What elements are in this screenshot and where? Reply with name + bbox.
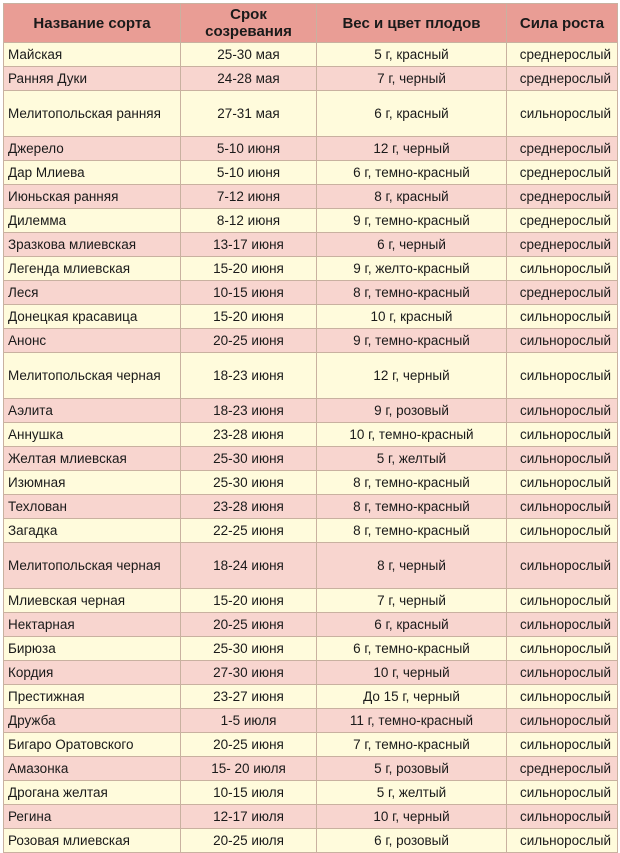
table-row [4, 733, 618, 757]
growth-vigor-cell: среднерослый [507, 209, 618, 233]
fruit-weight-color-cell: 8 г, красный [317, 185, 507, 209]
ripening-period-cell: 23-28 июня [181, 423, 317, 447]
variety-name-cell: Майская [4, 43, 181, 67]
table-row [4, 589, 618, 613]
variety-name-cell: Бирюза [4, 637, 181, 661]
growth-vigor-cell: сильнорослый [507, 305, 618, 329]
fruit-weight-color-cell: 9 г, розовый [317, 399, 507, 423]
variety-name-cell: Мелитопольская черная [4, 353, 181, 399]
table-row [4, 637, 618, 661]
table-row [4, 805, 618, 829]
ripening-period-cell: 20-25 июня [181, 613, 317, 637]
growth-vigor-cell: сильнорослый [507, 329, 618, 353]
variety-name-cell: Мелитопольская ранняя [4, 91, 181, 137]
table-row [4, 613, 618, 637]
table-row [4, 757, 618, 781]
ripening-period-cell: 13-17 июня [181, 233, 317, 257]
variety-name-cell: Амазонка [4, 757, 181, 781]
ripening-period-cell: 5-10 июня [181, 161, 317, 185]
table-row [4, 281, 618, 305]
table-row [4, 305, 618, 329]
variety-name-cell: Загадка [4, 519, 181, 543]
ripening-period-cell: 5-10 июня [181, 137, 317, 161]
table-row [4, 43, 618, 67]
header-growth-vigor: Сила роста [507, 4, 618, 43]
variety-name-cell: Бигаро Оратовского [4, 733, 181, 757]
fruit-weight-color-cell: 6 г, темно-красный [317, 637, 507, 661]
variety-name-cell: Желтая млиевская [4, 447, 181, 471]
variety-name-cell: Ранняя Дуки [4, 67, 181, 91]
table-row [4, 519, 618, 543]
fruit-weight-color-cell: 7 г, темно-красный [317, 733, 507, 757]
variety-name-cell: Регина [4, 805, 181, 829]
fruit-weight-color-cell: 12 г, черный [317, 137, 507, 161]
growth-vigor-cell: сильнорослый [507, 589, 618, 613]
table-row [4, 257, 618, 281]
growth-vigor-cell: среднерослый [507, 233, 618, 257]
fruit-weight-color-cell: 6 г, темно-красный [317, 161, 507, 185]
growth-vigor-cell: сильнорослый [507, 733, 618, 757]
ripening-period-cell: 12-17 июля [181, 805, 317, 829]
growth-vigor-cell: сильнорослый [507, 447, 618, 471]
table-row [4, 447, 618, 471]
table-row [4, 329, 618, 353]
table-header-row [4, 4, 618, 43]
ripening-period-cell: 25-30 июня [181, 447, 317, 471]
variety-name-cell: Леся [4, 281, 181, 305]
variety-name-cell: Дар Млиева [4, 161, 181, 185]
ripening-period-cell: 27-31 мая [181, 91, 317, 137]
fruit-weight-color-cell: 8 г, темно-красный [317, 471, 507, 495]
ripening-period-cell: 15- 20 июля [181, 757, 317, 781]
fruit-weight-color-cell: 10 г, красный [317, 305, 507, 329]
table-row [4, 209, 618, 233]
fruit-weight-color-cell: 8 г, черный [317, 543, 507, 589]
variety-name-cell: Млиевская черная [4, 589, 181, 613]
table-body [4, 43, 618, 853]
variety-name-cell: Нектарная [4, 613, 181, 637]
ripening-period-cell: 20-25 июня [181, 329, 317, 353]
variety-name-cell: Аэлита [4, 399, 181, 423]
fruit-weight-color-cell: 8 г, темно-красный [317, 495, 507, 519]
table-row [4, 495, 618, 519]
growth-vigor-cell: сильнорослый [507, 685, 618, 709]
fruit-weight-color-cell: 9 г, желто-красный [317, 257, 507, 281]
header-fruit-weight-color: Вес и цвет плодов [317, 4, 507, 43]
table-row [4, 543, 618, 589]
growth-vigor-cell: сильнорослый [507, 495, 618, 519]
fruit-weight-color-cell: 9 г, темно-красный [317, 209, 507, 233]
ripening-period-cell: 24-28 мая [181, 67, 317, 91]
ripening-period-cell: 15-20 июня [181, 257, 317, 281]
variety-name-cell: Дрогана желтая [4, 781, 181, 805]
ripening-period-cell: 10-15 июля [181, 781, 317, 805]
ripening-period-cell: 27-30 июня [181, 661, 317, 685]
fruit-weight-color-cell: 11 г, темно-красный [317, 709, 507, 733]
fruit-weight-color-cell: 5 г, желтый [317, 781, 507, 805]
growth-vigor-cell: сильнорослый [507, 781, 618, 805]
fruit-weight-color-cell: 9 г, темно-красный [317, 329, 507, 353]
fruit-weight-color-cell: 10 г, черный [317, 805, 507, 829]
ripening-period-cell: 1-5 июля [181, 709, 317, 733]
table-row [4, 661, 618, 685]
variety-name-cell: Донецкая красавица [4, 305, 181, 329]
ripening-period-cell: 15-20 июня [181, 589, 317, 613]
ripening-period-cell: 18-24 июня [181, 543, 317, 589]
ripening-period-cell: 25-30 мая [181, 43, 317, 67]
variety-name-cell: Дилемма [4, 209, 181, 233]
fruit-weight-color-cell: 5 г, красный [317, 43, 507, 67]
ripening-period-cell: 10-15 июня [181, 281, 317, 305]
growth-vigor-cell: среднерослый [507, 137, 618, 161]
growth-vigor-cell: среднерослый [507, 185, 618, 209]
ripening-period-cell: 15-20 июня [181, 305, 317, 329]
table-row [4, 685, 618, 709]
growth-vigor-cell: среднерослый [507, 161, 618, 185]
fruit-weight-color-cell: 5 г, желтый [317, 447, 507, 471]
table-row [4, 185, 618, 209]
table-row [4, 423, 618, 447]
variety-name-cell: Зразкова млиевская [4, 233, 181, 257]
table-row [4, 709, 618, 733]
fruit-weight-color-cell: 7 г, черный [317, 67, 507, 91]
table-row [4, 67, 618, 91]
variety-name-cell: Анонс [4, 329, 181, 353]
ripening-period-cell: 25-30 июня [181, 637, 317, 661]
variety-name-cell: Розовая млиевская [4, 829, 181, 853]
growth-vigor-cell: среднерослый [507, 757, 618, 781]
fruit-weight-color-cell: 10 г, черный [317, 661, 507, 685]
growth-vigor-cell: сильнорослый [507, 471, 618, 495]
header-variety-name: Название сорта [4, 4, 181, 43]
growth-vigor-cell: сильнорослый [507, 805, 618, 829]
ripening-period-cell: 18-23 июня [181, 399, 317, 423]
table-row [4, 161, 618, 185]
header-ripening-period: Срок созревания [181, 4, 317, 43]
variety-name-cell: Престижная [4, 685, 181, 709]
growth-vigor-cell: сильнорослый [507, 257, 618, 281]
growth-vigor-cell: сильнорослый [507, 91, 618, 137]
growth-vigor-cell: сильнорослый [507, 399, 618, 423]
growth-vigor-cell: сильнорослый [507, 423, 618, 447]
cherry-varieties-table [3, 3, 618, 853]
variety-name-cell: Джерело [4, 137, 181, 161]
fruit-weight-color-cell: 7 г, черный [317, 589, 507, 613]
variety-name-cell: Легенда млиевская [4, 257, 181, 281]
table-row [4, 781, 618, 805]
table-row [4, 353, 618, 399]
fruit-weight-color-cell: 10 г, темно-красный [317, 423, 507, 447]
table-row [4, 233, 618, 257]
fruit-weight-color-cell: 8 г, темно-красный [317, 519, 507, 543]
ripening-period-cell: 23-27 июня [181, 685, 317, 709]
growth-vigor-cell: сильнорослый [507, 519, 618, 543]
table-row [4, 91, 618, 137]
variety-name-cell: Дружба [4, 709, 181, 733]
variety-name-cell: Техлован [4, 495, 181, 519]
ripening-period-cell: 18-23 июня [181, 353, 317, 399]
variety-name-cell: Аннушка [4, 423, 181, 447]
ripening-period-cell: 20-25 июня [181, 733, 317, 757]
ripening-period-cell: 23-28 июня [181, 495, 317, 519]
ripening-period-cell: 8-12 июня [181, 209, 317, 233]
fruit-weight-color-cell: 8 г, темно-красный [317, 281, 507, 305]
fruit-weight-color-cell: 6 г, красный [317, 613, 507, 637]
fruit-weight-color-cell: До 15 г, черный [317, 685, 507, 709]
fruit-weight-color-cell: 6 г, розовый [317, 829, 507, 853]
growth-vigor-cell: среднерослый [507, 43, 618, 67]
ripening-period-cell: 7-12 июня [181, 185, 317, 209]
growth-vigor-cell: сильнорослый [507, 709, 618, 733]
growth-vigor-cell: среднерослый [507, 281, 618, 305]
fruit-weight-color-cell: 12 г, черный [317, 353, 507, 399]
growth-vigor-cell: среднерослый [507, 67, 618, 91]
variety-name-cell: Изюмная [4, 471, 181, 495]
growth-vigor-cell: сильнорослый [507, 543, 618, 589]
fruit-weight-color-cell: 6 г, красный [317, 91, 507, 137]
table-row [4, 471, 618, 495]
growth-vigor-cell: сильнорослый [507, 637, 618, 661]
ripening-period-cell: 20-25 июля [181, 829, 317, 853]
fruit-weight-color-cell: 6 г, черный [317, 233, 507, 257]
growth-vigor-cell: сильнорослый [507, 661, 618, 685]
fruit-weight-color-cell: 5 г, розовый [317, 757, 507, 781]
variety-name-cell: Мелитопольская черная [4, 543, 181, 589]
variety-name-cell: Июньская ранняя [4, 185, 181, 209]
growth-vigor-cell: сильнорослый [507, 829, 618, 853]
ripening-period-cell: 22-25 июня [181, 519, 317, 543]
table-row [4, 399, 618, 423]
table-row [4, 137, 618, 161]
cherry-varieties-table-wrapper [3, 3, 617, 853]
growth-vigor-cell: сильнорослый [507, 353, 618, 399]
ripening-period-cell: 25-30 июня [181, 471, 317, 495]
growth-vigor-cell: сильнорослый [507, 613, 618, 637]
variety-name-cell: Кордия [4, 661, 181, 685]
